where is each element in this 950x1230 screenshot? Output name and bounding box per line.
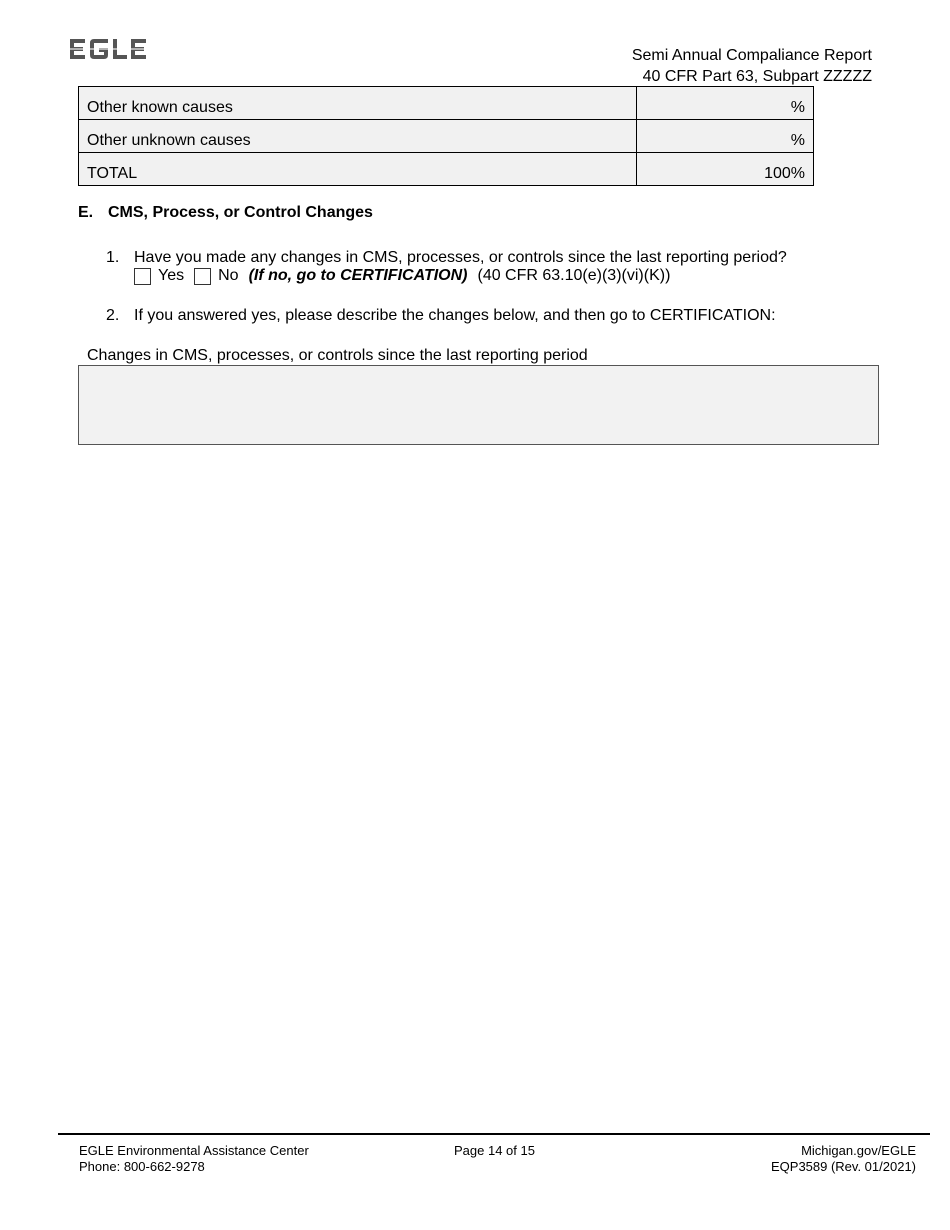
changes-textarea[interactable]: [78, 365, 879, 445]
table-row: [79, 153, 814, 186]
yes-option[interactable]: [134, 267, 184, 285]
changes-field-label: Changes in CMS, processes, or controls since the last reporting period: [87, 347, 588, 364]
footer-divider: [58, 1133, 930, 1135]
yes-checkbox[interactable]: [134, 268, 151, 285]
question-1: [106, 247, 787, 268]
total-label: TOTAL: [79, 153, 637, 186]
cause-percent-field[interactable]: %: [637, 87, 814, 120]
question-text: If you answered yes, please describe the changes below, and then go to CERTIFICATION:: [134, 307, 776, 324]
yes-label: Yes: [158, 267, 185, 284]
question-number: 2.: [106, 307, 120, 324]
total-percent-value: 100%: [637, 153, 814, 186]
footer-org: EGLE Environmental Assistance Center: [79, 1143, 309, 1158]
report-title: Semi Annual Compaliance Report: [631, 47, 872, 64]
citation-text: (40 CFR 63.10(e)(3)(vi)(K)): [477, 267, 671, 284]
question-text: Have you made any changes in CMS, processes, or controls since the last reporting period?: [134, 249, 787, 266]
no-label: No: [218, 267, 239, 284]
page-number: Page 14 of 15: [454, 1143, 535, 1158]
no-checkbox[interactable]: [194, 268, 211, 285]
table-row: [79, 120, 814, 153]
causes-table: [78, 86, 814, 186]
section-letter: E.: [78, 204, 94, 221]
form-id: EQP3589 (Rev. 01/2021): [770, 1159, 916, 1174]
section-heading: [78, 204, 373, 222]
cause-label: Other known causes: [79, 87, 637, 120]
cause-percent-field[interactable]: %: [637, 120, 814, 153]
question-1-options: [134, 267, 670, 285]
no-option[interactable]: [194, 267, 238, 285]
egle-logo: [70, 36, 150, 62]
table-row: [79, 87, 814, 120]
cause-label: Other unknown causes: [79, 120, 637, 153]
report-header: [632, 45, 872, 87]
footer-phone: Phone: 800-662-9278: [79, 1159, 205, 1174]
instruction-text: (If no, go to CERTIFICATION): [248, 267, 468, 284]
footer-contact: [79, 1143, 309, 1175]
question-2: [106, 307, 776, 325]
footer-website: Michigan.gov/EGLE: [801, 1143, 916, 1158]
section-title: CMS, Process, or Control Changes: [108, 204, 373, 221]
question-number: 1.: [106, 249, 120, 266]
footer-right: [771, 1143, 916, 1175]
report-subtitle: 40 CFR Part 63, Subpart ZZZZZ: [642, 68, 872, 85]
